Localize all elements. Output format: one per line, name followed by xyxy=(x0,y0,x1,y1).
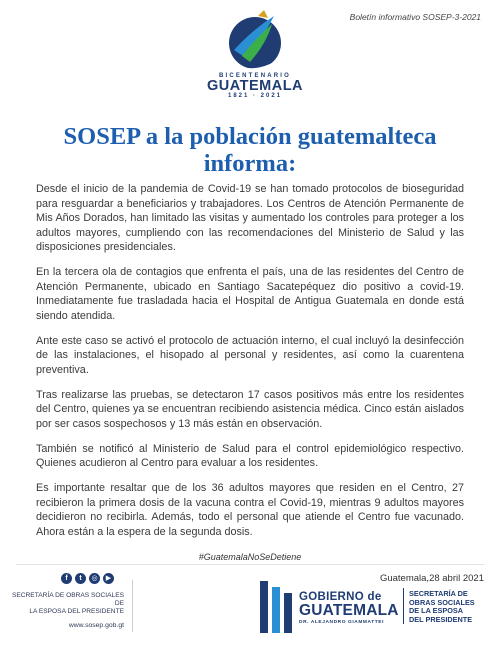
paragraph: Ante este caso se activó el protocolo de actuación interno, el cual incluyó la desinfección de las instalaciones, el hisopado al personal y residentes, así como la cuarentena preventiva. xyxy=(36,334,464,376)
gobierno-logo-text xyxy=(299,591,399,625)
bulletin-code: Boletín informativo SOSEP-3-2021 xyxy=(349,12,481,22)
paragraph: Desde el inicio de la pandemia de Covid-19 se han tomado protocolos de bioseguridad para resguardar a beneficiarios y trabajadores. Los Centros de Atención Permanente de Mis Años Dorados, han limitado las visitas y aumentado los controles para proteger a los adultos mayores, cumpliendo con las recomendaciones del Ministerio de Salud y las disposiciones presidenciales. xyxy=(36,183,464,253)
gobierno-emblem-icon xyxy=(258,581,294,633)
page-title: SOSEP a la población guatemalteca informa: xyxy=(63,123,437,177)
gobierno-line2: GUATEMALA xyxy=(299,602,399,619)
twitter-icon[interactable]: t xyxy=(75,573,86,584)
secretaria-right-line: DEL PRESIDENTE xyxy=(409,614,473,624)
logo-years-text: 1821 · 2021 xyxy=(227,93,283,99)
paragraph: En la tercera ola de contagios que enfrenta el país, una de las residentes del Centro de Atención Permanente, ubicado en Santiago Sacatepéquez dio positivo a covid-19. Inmediatamente fue trasladada hacia el Hospital de Antigua Guatemala en donde está siendo atendida. xyxy=(36,266,464,322)
article-body xyxy=(36,182,464,550)
social-links xyxy=(61,573,114,584)
secretaria-right-line: SECRETARÍA DE xyxy=(409,589,468,598)
gobierno-divider xyxy=(403,588,404,624)
hashtag: #GuatemalaNoSeDetiene xyxy=(198,552,302,562)
issue-date: Guatemala,28 abril 2021 xyxy=(379,573,484,584)
instagram-icon[interactable]: ◎ xyxy=(89,573,100,584)
bicentenario-logo xyxy=(200,10,310,110)
footer-vertical-divider xyxy=(132,580,133,632)
logo-top-text: BICENTENARIO xyxy=(218,73,292,79)
secretaria-left xyxy=(10,592,124,616)
paragraph: Tras realizarse las pruebas, se detectaron 17 casos positivos más entre los residentes del Centro, quienes ya se encuentran recibiendo asistencia médica. Cinco están aislados por ser casos sospechosos y 13 más están en observación. xyxy=(36,388,464,430)
paragraph: También se notificó al Ministerio de Salud para el control epidemiológico respectivo. Quienes acudieron al Centro para evaluar a los residentes. xyxy=(36,442,464,469)
bicentenario-emblem-icon xyxy=(224,10,286,72)
facebook-icon[interactable]: f xyxy=(61,573,72,584)
footer-divider xyxy=(16,564,484,565)
gobierno-line1: GOBIERNO de xyxy=(299,591,382,603)
secretaria-right xyxy=(409,590,475,624)
secretaria-left-line: SECRETARÍA DE OBRAS SOCIALES DE xyxy=(11,592,124,607)
secretaria-left-line: LA ESPOSA DEL PRESIDENTE xyxy=(29,608,124,615)
secretaria-right-line: DE LA ESPOSA xyxy=(409,606,464,616)
website-link[interactable]: www.sosep.gob.gt xyxy=(68,622,124,629)
paragraph: Es importante resaltar que de los 36 adultos mayores que residen en el Centro, 27 recibieron la primera dosis de la vacuna contra el Covid-19, mientras 9 adultos mayores decidieron no recibirla. Además, todo el personal que atiende el Centro fue vacunado. Ahora están a la espera de la segunda dosis. xyxy=(36,482,464,538)
gobierno-line3: DR. ALEJANDRO GIAMMATTEI xyxy=(299,620,385,625)
secretaria-right-line: OBRAS SOCIALES xyxy=(409,597,475,607)
youtube-icon[interactable]: ▶ xyxy=(103,573,114,584)
logo-main-text: GUATEMALA xyxy=(206,78,304,94)
